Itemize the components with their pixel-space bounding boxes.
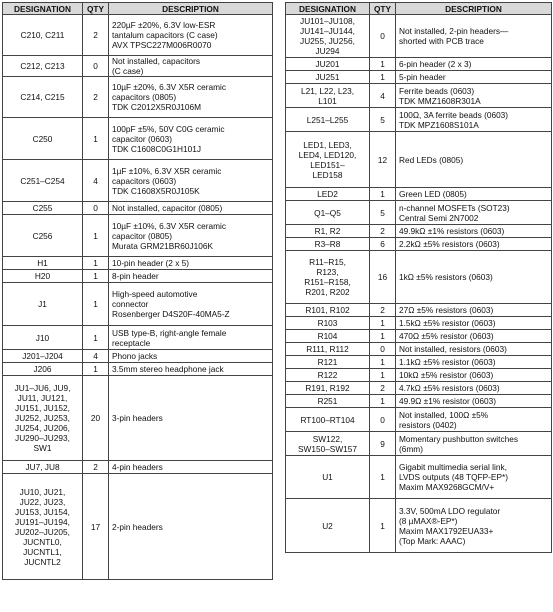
description-line: 49.9Ω ±1% resistor (0603) [399,396,496,406]
designation-cell [286,408,370,432]
designation-line: R103 [317,318,338,328]
qty-cell: 1 [83,118,109,160]
qty-cell: 0 [370,408,396,432]
designation-line: Q1–Q5 [314,207,341,218]
designation-cell [286,369,370,382]
qty-cell: 6 [370,238,396,251]
designation-line: JU202–JU205, [15,526,70,537]
description-cell [109,363,273,376]
description-line: 100pF ±5%, 50V C0G ceramic [112,123,225,134]
designation-line: JUCNTL0, [23,536,62,547]
qty-cell: 1 [370,356,396,369]
qty-cell: 1 [83,270,109,283]
qty-cell: 1 [370,71,396,84]
description-line: 1µF ±10%, 6.3V X5R ceramic [112,165,222,176]
designation-line: LED151– [310,159,345,170]
designation-cell [286,456,370,499]
designation-cell [3,15,83,56]
description-line: capacitors (0603) [112,175,177,186]
designation-line: JUCNTL1, [23,546,62,557]
table-row [3,270,273,283]
table-row [3,257,273,270]
description-line: 49.9kΩ ±1% resistors (0603) [399,226,505,236]
description-line: USB type-B, right-angle female [112,327,227,338]
description-cell [396,382,552,395]
description-cell [396,369,552,382]
description-line: Rosenberger D4S20F-40MA5-Z [112,309,230,319]
description-line: 3.3V, 500mA LDO regulator [399,505,501,516]
table-row [286,456,552,499]
bom-table-right [285,2,552,553]
designation-cell [3,118,83,160]
designation-cell [3,350,83,363]
description-cell [396,330,552,343]
designation-line: JU251 [315,72,340,82]
designation-line: R251 [317,396,338,406]
description-line: 1.5kΩ ±5% resistor (0603) [399,318,496,328]
description-line: capacitor (0603) [112,133,172,144]
designation-line: R11–R15, [309,257,346,267]
description-line: 10µF ±10%, 6.3V X5R ceramic [112,220,227,231]
description-cell [396,84,552,108]
designation-cell [3,326,83,350]
designation-cell [3,202,83,215]
table-row [286,330,552,343]
designation-line: C214, C215 [20,92,65,102]
qty-header: QTY [370,3,396,15]
description-header: DESCRIPTION [396,3,552,15]
header-row [286,3,552,15]
description-line: tantalum capacitors (C case) [112,30,218,40]
designation-cell [3,461,83,474]
table-row [286,225,552,238]
qty-cell: 2 [370,382,396,395]
designation-line: JU22, JU23, [19,496,66,507]
qty-cell: 1 [370,499,396,553]
description-cell [109,56,273,77]
table-row [286,71,552,84]
description-cell [109,215,273,257]
designation-line: L21, L22, L23, [300,85,355,96]
designation-cell [286,71,370,84]
table-row [3,202,273,215]
description-line: Red LEDs (0805) [399,154,464,165]
description-line: 4-pin headers [112,462,163,472]
description-cell [396,15,552,58]
designation-line: R111, R112 [306,344,349,354]
qty-cell: 1 [370,58,396,71]
table-row [3,56,273,77]
description-cell [109,461,273,474]
designation-cell [286,188,370,201]
qty-cell: 0 [370,15,396,58]
designation-line: J201–J204 [22,351,63,361]
description-cell [396,408,552,432]
qty-cell: 1 [370,330,396,343]
designation-line: R104 [317,331,338,341]
designation-cell [3,215,83,257]
designation-line: R191, R192 [305,383,350,393]
qty-cell: 2 [83,15,109,56]
description-cell [109,270,273,283]
designation-line: R3–R8 [314,239,341,249]
table-row [3,461,273,474]
qty-cell: 2 [370,304,396,317]
table-row [286,408,552,432]
description-line: 10µF ±20%, 6.3V X5R ceramic [112,82,227,92]
description-cell [109,15,273,56]
table-row [286,343,552,356]
description-cell [109,77,273,118]
description-line: 27Ω ±5% resistors (0603) [399,305,494,315]
designation-cell [3,283,83,326]
designation-cell [3,363,83,376]
table-row [286,58,552,71]
table-row [3,15,273,56]
designation-line: LED158 [312,169,343,180]
description-line: Phono jacks [112,351,158,361]
description-line: 2.2kΩ ±5% resistors (0603) [399,239,500,249]
qty-cell: 2 [83,461,109,474]
description-line: Maxim MAX1792EUA33+ [399,525,494,536]
table-row [3,474,273,580]
qty-cell: 12 [370,132,396,188]
description-line: AVX TPSC227M006R0070 [112,40,212,50]
qty-cell: 1 [370,369,396,382]
qty-cell: 1 [370,188,396,201]
description-line: TDK C1608C0G1H101J [112,143,202,154]
designation-cell [3,270,83,283]
description-line: Maxim MAX9268GCM/V+ [399,482,495,492]
designation-cell [286,356,370,369]
designation-line: C250 [32,133,53,144]
designation-line: JUCNTL2 [24,556,61,567]
description-line: Not installed, 100Ω ±5% [399,409,489,420]
table-row [286,84,552,108]
description-line: (C case) [112,66,144,76]
description-cell [396,251,552,304]
designation-line: JU1–JU6, JU9, [14,383,71,393]
qty-cell: 1 [370,317,396,330]
qty-cell: 9 [370,432,396,456]
designation-cell [286,330,370,343]
designation-line: JU11, JU121, [17,393,68,403]
table-row [286,251,552,304]
description-cell [109,283,273,326]
description-cell [109,118,273,160]
description-cell [396,58,552,71]
qty-cell: 1 [83,257,109,270]
table-row [286,382,552,395]
description-cell [396,225,552,238]
designation-line: J206 [33,364,52,374]
designation-line: JU141–JU144, [300,26,355,36]
table-row [286,15,552,58]
designation-cell [3,160,83,202]
description-line: 100Ω, 3A ferrite beads (0603) [399,109,509,120]
table-row [3,283,273,326]
designation-line: JU10, JU21, [19,486,66,497]
description-line: TDK C1608X5R0J105K [112,185,200,196]
description-cell [396,343,552,356]
designation-line: J1 [38,299,47,309]
designation-line: SW150–SW157 [297,443,358,454]
table-row [3,350,273,363]
qty-cell: 5 [370,108,396,132]
description-line: Not installed, capacitor (0805) [112,203,223,213]
designation-line: C255 [32,203,53,213]
designation-line: R201, R202 [305,287,350,297]
designation-cell [286,499,370,553]
qty-cell: 1 [370,456,396,499]
designation-cell [286,304,370,317]
description-cell [396,201,552,225]
qty-cell: 0 [370,343,396,356]
description-line: Not installed, 2-pin headers— [399,26,509,36]
designation-cell [3,56,83,77]
designation-line: JU101–JU108, [300,16,355,26]
description-header: DESCRIPTION [109,3,273,15]
table-row [3,326,273,350]
description-cell [396,432,552,456]
designation-line: LED2 [317,189,338,199]
designation-cell [286,15,370,58]
designation-line: JU7, JU8 [25,462,60,472]
designation-cell [3,257,83,270]
designation-line: JU255, JU256, [300,36,355,46]
description-line: shorted with PCB trace [399,36,484,46]
description-line: connector [112,299,149,309]
qty-cell: 1 [83,215,109,257]
qty-cell: 1 [370,395,396,408]
designation-cell [286,238,370,251]
qty-cell: 0 [83,56,109,77]
table-row [3,215,273,257]
description-line: Murata GRM21BR60J106K [112,240,213,251]
table-row [286,369,552,382]
description-cell [109,376,273,461]
table-row [3,77,273,118]
description-line: Momentary pushbutton switches [399,433,518,444]
description-line: (Top Mark: AAAC) [399,535,466,546]
description-line: (8 µMAX®-EP*) [399,515,458,526]
description-line: receptacle [112,337,151,348]
designation-cell [286,432,370,456]
designation-line: R121 [317,357,338,367]
bom-table-left [2,2,273,580]
description-cell [396,188,552,201]
description-line: (6mm) [399,443,423,454]
description-cell [396,238,552,251]
description-cell [109,474,273,580]
designation-cell [3,474,83,580]
designation-cell [286,382,370,395]
table-row [286,188,552,201]
qty-cell: 1 [83,363,109,376]
designation-line: R1, R2 [314,226,341,236]
designation-line: JU294 [315,46,340,56]
description-line: Central Semi 2N7002 [399,212,479,223]
description-line: 220µF ±20%, 6.3V low-ESR [112,20,216,30]
description-line: Green LED (0805) [399,189,467,199]
description-line: capacitor (0805) [112,230,172,241]
qty-cell: 5 [370,201,396,225]
designation-cell [3,376,83,461]
description-cell [396,71,552,84]
qty-cell: 2 [370,225,396,238]
table-row [286,432,552,456]
designation-line: LED1, LED3, [303,139,352,150]
description-line: n-channel MOSFETs (SOT23) [399,202,510,213]
description-cell [109,326,273,350]
designation-cell [286,201,370,225]
table-row [3,160,273,202]
designation-line: JU290–JU293, [15,433,70,443]
description-line: 10-pin header (2 x 5) [112,258,190,268]
description-cell [396,456,552,499]
qty-cell: 1 [83,326,109,350]
qty-cell: 4 [83,350,109,363]
description-line: Ferrite beads (0603) [399,85,475,96]
table-row [286,304,552,317]
description-line: Not installed, resistors (0603) [399,344,507,354]
designation-cell [286,108,370,132]
designation-cell [286,251,370,304]
description-cell [396,304,552,317]
description-cell [109,202,273,215]
description-line: resistors (0402) [399,419,457,430]
designation-line: H20 [34,271,51,281]
designation-line: C212, C213 [20,61,65,71]
description-line: TDK MPZ1608S101A [399,119,479,130]
description-line: capacitors (0805) [112,92,177,102]
designation-line: C256 [32,230,53,241]
description-line: TDK MMZ1608R301A [399,95,481,106]
qty-header: QTY [83,3,109,15]
qty-cell: 16 [370,251,396,304]
designation-line: SW122, [312,433,343,444]
table-row [3,376,273,461]
qty-cell: 0 [83,202,109,215]
designation-line: LED4, LED120, [298,149,357,160]
designation-line: C210, C211 [20,30,65,40]
table-row [286,395,552,408]
designation-line: R123, [316,267,339,277]
description-line: Gigabit multimedia serial link, [399,462,507,472]
description-line: 5-pin header [399,72,446,82]
description-cell [396,317,552,330]
description-cell [109,160,273,202]
description-line: TDK C2012X5R0J106M [112,102,202,112]
designation-line: R151–R158, [304,277,351,287]
table-row [3,118,273,160]
description-line: Not installed, capacitors [112,56,201,66]
designation-cell [286,84,370,108]
description-cell [396,395,552,408]
designation-line: JU254, JU206, [15,423,70,433]
designation-cell [286,343,370,356]
designation-line: R101, R102 [305,305,350,315]
designation-line: RT100–RT104 [300,414,355,425]
qty-cell: 4 [370,84,396,108]
description-line: 3.5mm stereo headphone jack [112,364,224,374]
designation-cell [286,317,370,330]
designation-cell [286,225,370,238]
table-row [3,363,273,376]
designation-line: J10 [35,332,50,343]
designation-line: SW1 [33,443,52,453]
description-cell [396,499,552,553]
table-row [286,317,552,330]
description-line: 6-pin header (2 x 3) [399,59,472,69]
table-row [286,108,552,132]
qty-cell: 2 [83,77,109,118]
description-cell [109,257,273,270]
table-row [286,132,552,188]
table-row [286,238,552,251]
description-line: LVDS outputs (48 TQFP-EP*) [399,472,508,482]
designation-line: C251–C254 [20,175,65,186]
header-row [3,3,273,15]
designation-header: DESIGNATION [286,3,370,15]
table-row [286,201,552,225]
qty-cell: 20 [83,376,109,461]
description-line: 8-pin header [112,271,159,281]
designation-header: DESIGNATION [3,3,83,15]
description-line: 1.1kΩ ±5% resistor (0603) [399,357,496,367]
description-line: 3-pin headers [112,413,163,423]
description-line: 10kΩ ±5% resistor (0603) [399,370,494,380]
designation-line: L101 [318,95,337,106]
description-cell [396,132,552,188]
designation-line: JU151, JU152, [15,403,70,413]
qty-cell: 17 [83,474,109,580]
designation-line: L251–L255 [306,114,349,125]
table-row [286,499,552,553]
designation-line: U2 [322,520,333,531]
description-cell [109,350,273,363]
designation-cell [286,58,370,71]
table-row [286,356,552,369]
description-line: 470Ω ±5% resistor (0603) [399,331,494,341]
qty-cell: 4 [83,160,109,202]
designation-line: H1 [37,258,48,268]
designation-line: U1 [322,472,333,482]
description-cell [396,108,552,132]
designation-line: JU191–JU194, [15,516,70,527]
designation-cell [286,395,370,408]
description-line: 2-pin headers [112,521,163,532]
qty-cell: 1 [83,283,109,326]
designation-line: JU201 [315,59,340,69]
designation-line: JU252, JU253, [15,413,70,423]
designation-line: R122 [317,370,338,380]
description-line: High-speed automotive [112,289,198,299]
designation-cell [3,77,83,118]
designation-line: JU153, JU154, [15,506,70,517]
description-line: 4.7kΩ ±5% resistors (0603) [399,383,500,393]
description-cell [396,356,552,369]
description-line: 1kΩ ±5% resistors (0603) [399,272,493,282]
designation-cell [286,132,370,188]
